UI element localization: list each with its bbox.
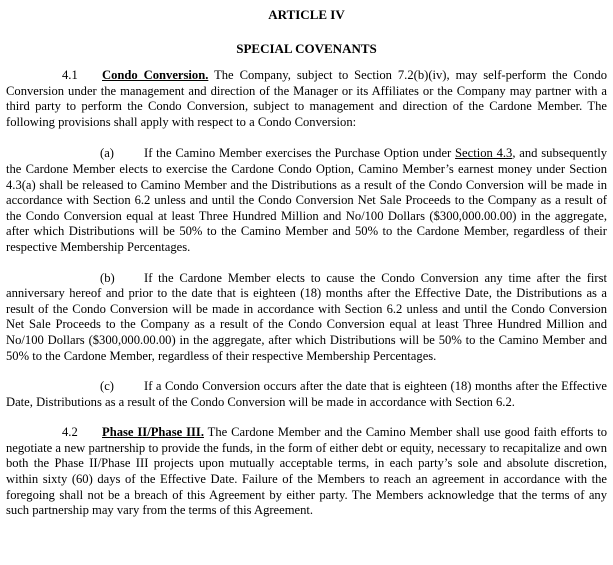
article-title: SPECIAL COVENANTS	[236, 41, 377, 56]
section-4-2-number: 4.2	[62, 425, 78, 440]
section-4-1-a-text-before: If the Camino Member exercises the Purchase Option under	[144, 146, 456, 161]
section-4-1-a-label: (a)	[100, 146, 114, 161]
section-4-2	[6, 425, 607, 519]
section-4-1	[6, 68, 607, 130]
section-4-2-text: The Cardone Member and the Camino Member shall use good faith efforts to negotiate a new partnership to provide the funds, in the form of either debt or equity, necessary to recapitalize and own both the Phase II/Phase III projects upon mutually acceptable terms, in each party’s sole and absolute discretion, within sixty (60) days of the Effective Date. Failure of the Members to reach an agreement in accordance with the foregoing shall not be a breach of this Agreement by either party. The Members acknowledge that the terms of any such partnership may vary from the terms of this Agreement.	[6, 425, 607, 518]
section-4-1-b-text: If the Cardone Member elects to cause the Condo Conversion any time after the first anniversary hereof and prior to the date that is eighteen (18) months after the Effective Date, the Distributions as a result of the Condo Conversion will be made in accordance with Section 6.2 unless and until the Condo Conversion Net Sale Proceeds to the Company as a result of the Condo Conversion equal at least Three Hundred Million and No/100 Dollars ($300,000.00.00) in the aggregate, after which Distributions will be 50% to the Camino Member and 50% to the Cardone Member, regardless of their respective Membership Percentages.	[6, 270, 607, 363]
section-4-1-c-label: (c)	[100, 379, 114, 394]
article-number: ARTICLE IV	[268, 7, 345, 22]
section-4-2-heading: Phase II/Phase III.	[102, 425, 204, 440]
section-4-1-c-text: If a Condo Conversion occurs after the date that is eighteen (18) months after the Effective Date, Distributions as a result of the Condo Conversion will be made in accordance with Section 6.2.	[6, 379, 607, 409]
section-4-1-b	[6, 271, 607, 365]
section-4-1-c	[6, 379, 607, 410]
section-4-3-reference: Section 4.3	[455, 146, 513, 161]
section-4-1-a-text-after: , and subsequently the Cardone Member elects to exercise the Cardone Condo Option, Camino Member’s earnest money under Section 4.3(a) shall be released to Camino Member and the Distributions as a result of the Condo Conversion will be made in accordance with Section 6.2 unless and until the Condo Conversion Net Sale Proceeds to the Company as a result of the Condo Conversion equal at least Three Hundred Million and No/100 Dollars ($300,000.00.00) in the aggregate, after which Distributions will be 50% to the Camino Member and 50% to the Cardone Member, regardless of their respective Membership Percentages.	[6, 146, 608, 254]
section-4-1-b-label: (b)	[100, 270, 115, 285]
section-4-1-text: The Company, subject to Section 7.2(b)(iv), may self-perform the Condo Conversion under the management and direction of the Manager or its Affiliates or the Company may partner with a third party to perform the Condo Conversion, subject to management and direction of the Cardone Member. The following provisions shall apply with respect to a Condo Conversion:	[6, 68, 607, 129]
section-4-1-heading: Condo Conversion.	[102, 68, 209, 82]
section-4-1-number: 4.1	[62, 68, 78, 82]
section-4-1-a	[6, 146, 607, 255]
